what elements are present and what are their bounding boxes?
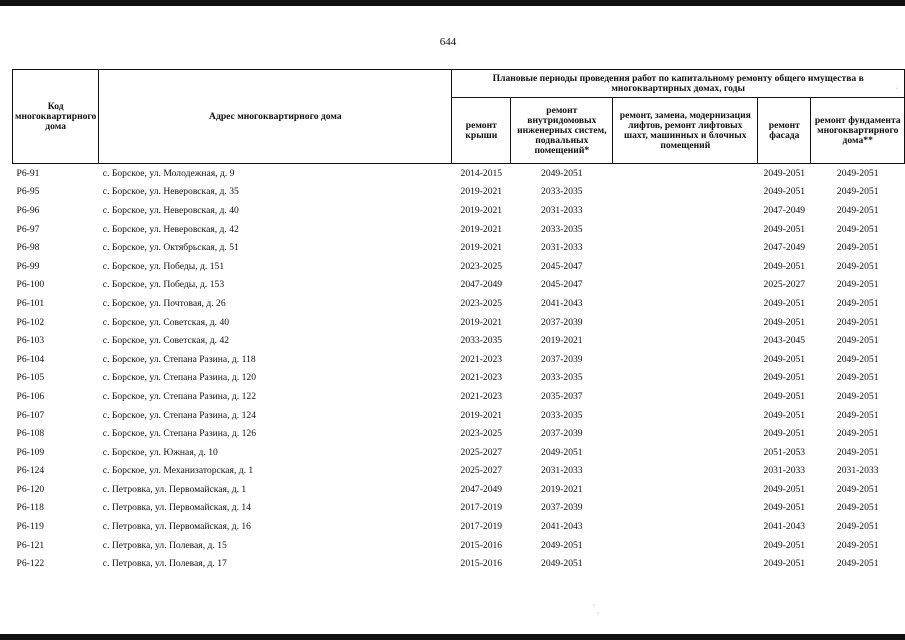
table-row — [13, 220, 905, 239]
row-code: Р6-100 — [16, 279, 45, 291]
table-row — [13, 313, 905, 332]
header-roof: ремонт крыши — [452, 98, 511, 164]
row-foundation: 2049-2051 — [836, 446, 879, 458]
row-address: с. Борское, ул. Степана Разина, д. 120 — [102, 372, 256, 384]
table-row — [13, 276, 905, 295]
row-foundation: 2049-2051 — [836, 316, 879, 328]
row-foundation: 2049-2051 — [836, 242, 879, 254]
header-code: Код многоквартирного дома — [13, 70, 99, 164]
row-code: Р6-91 — [16, 167, 40, 179]
table-body — [13, 164, 905, 574]
row-facade: 2047-2049 — [763, 242, 806, 254]
row-systems: 2049-2051 — [541, 539, 583, 551]
row-elevators — [613, 499, 758, 518]
row-facade: 2051-2053 — [763, 446, 806, 458]
row-elevators — [613, 257, 758, 276]
row-systems: 2049-2051 — [541, 446, 583, 458]
row-code: Р6-98 — [16, 242, 40, 254]
table-row — [13, 387, 905, 406]
row-systems: 2041-2043 — [541, 297, 583, 309]
row-facade: 2049-2051 — [763, 428, 806, 440]
row-elevators — [613, 369, 758, 388]
row-code: Р6-104 — [16, 353, 45, 365]
table-row — [13, 257, 905, 276]
row-code: Р6-109 — [16, 446, 45, 458]
table-row — [13, 406, 905, 425]
row-address: с. Борское, ул. Степана Разина, д. 126 — [102, 428, 256, 440]
row-address: с. Борское, ул. Победы, д. 153 — [102, 279, 225, 291]
row-code: Р6-124 — [16, 465, 45, 477]
row-foundation: 2049-2051 — [836, 260, 879, 272]
row-address: с. Петровка, ул. Первомайская, д. 1 — [102, 483, 247, 495]
row-systems: 2037-2039 — [541, 428, 583, 440]
table-row — [13, 424, 905, 443]
scan-speck: · — [593, 603, 595, 609]
row-facade: 2043-2045 — [763, 335, 806, 347]
row-roof: 2021-2023 — [460, 353, 503, 365]
table-row — [13, 294, 905, 313]
row-elevators — [613, 201, 758, 220]
row-address: с. Петровка, ул. Первомайская, д. 14 — [102, 502, 251, 514]
row-code: Р6-103 — [16, 335, 45, 347]
row-code: Р6-96 — [16, 204, 40, 216]
row-foundation: 2049-2051 — [836, 353, 879, 365]
row-facade: 2049-2051 — [763, 353, 806, 365]
row-systems: 2049-2051 — [541, 558, 583, 570]
row-foundation: 2049-2051 — [836, 539, 879, 551]
row-roof: 2015-2016 — [460, 558, 503, 570]
table-row — [13, 331, 905, 350]
row-address: с. Борское, ул. Неверовская, д. 42 — [102, 223, 239, 235]
row-systems: 2033-2035 — [541, 372, 583, 384]
row-code: Р6-122 — [16, 558, 45, 570]
row-systems: 2035-2037 — [541, 390, 583, 402]
row-facade: 2049-2051 — [763, 502, 806, 514]
row-elevators — [613, 313, 758, 332]
row-code: Р6-120 — [16, 483, 45, 495]
row-elevators — [613, 220, 758, 239]
row-foundation: 2049-2051 — [836, 390, 879, 402]
row-roof: 2021-2023 — [460, 372, 503, 384]
row-elevators — [613, 183, 758, 202]
scan-speck: · — [597, 611, 599, 617]
header-foundation: ремонт фундамента многоквартирного дома** — [811, 98, 905, 164]
row-foundation: 2049-2051 — [836, 204, 879, 216]
row-roof: 2021-2023 — [460, 390, 503, 402]
table-row — [13, 462, 905, 481]
row-roof: 2033-2035 — [460, 335, 503, 347]
row-systems: 2037-2039 — [541, 353, 583, 365]
table-row — [13, 183, 905, 202]
scan-speck: · — [896, 86, 898, 92]
row-code: Р6-121 — [16, 539, 45, 551]
row-address: с. Борское, ул. Октябрьская, д. 51 — [102, 242, 239, 254]
row-foundation: 2049-2051 — [836, 521, 879, 533]
row-code: Р6-105 — [16, 372, 45, 384]
table-row — [13, 238, 905, 257]
row-roof: 2047-2049 — [460, 483, 503, 495]
table-row — [13, 480, 905, 499]
row-address: с. Борское, ул. Молодежная, д. 9 — [102, 167, 235, 179]
row-elevators — [613, 164, 758, 183]
row-systems: 2031-2033 — [541, 204, 583, 216]
row-code: Р6-119 — [16, 521, 44, 533]
row-systems: 2045-2047 — [541, 260, 583, 272]
row-foundation: 2049-2051 — [836, 502, 879, 514]
row-address: с. Борское, ул. Степана Разина, д. 124 — [102, 409, 256, 421]
row-roof: 2023-2025 — [460, 428, 503, 440]
header-elevators: ремонт, замена, модернизация лифтов, ремонт лифтовых шахт, машинных и блочных помещений — [613, 98, 758, 164]
row-elevators — [613, 462, 758, 481]
row-address: с. Борское, ул. Степана Разина, д. 118 — [102, 353, 256, 365]
scan-top-border — [0, 0, 905, 6]
row-roof: 2025-2027 — [460, 465, 503, 477]
row-facade: 2049-2051 — [763, 316, 806, 328]
row-elevators — [613, 424, 758, 443]
row-roof: 2019-2021 — [460, 204, 503, 216]
row-roof: 2014-2015 — [460, 167, 503, 179]
row-address: с. Борское, ул. Победы, д. 151 — [102, 260, 225, 272]
row-elevators — [613, 276, 758, 295]
row-roof: 2019-2021 — [460, 223, 503, 235]
table-row — [13, 201, 905, 220]
row-foundation: 2049-2051 — [836, 297, 879, 309]
table-row — [13, 517, 905, 536]
table-row — [13, 499, 905, 518]
row-roof: 2019-2021 — [460, 409, 503, 421]
row-foundation: 2049-2051 — [836, 483, 879, 495]
row-address: с. Борское, ул. Советская, д. 40 — [102, 316, 230, 328]
row-systems: 2019-2021 — [541, 335, 583, 347]
row-systems: 2019-2021 — [541, 483, 583, 495]
row-systems: 2045-2047 — [541, 279, 583, 291]
row-elevators — [613, 517, 758, 536]
row-systems: 2041-2043 — [541, 521, 583, 533]
row-systems: 2037-2039 — [541, 502, 583, 514]
row-code: Р6-102 — [16, 316, 45, 328]
row-address: с. Петровка, ул. Первомайская, д. 16 — [102, 521, 251, 533]
row-foundation: 2049-2051 — [836, 223, 879, 235]
row-elevators — [613, 480, 758, 499]
row-foundation: 2049-2051 — [836, 167, 879, 179]
row-address: с. Борское, ул. Южная, д. 10 — [102, 446, 218, 458]
table-row — [13, 164, 905, 183]
row-elevators — [613, 554, 758, 573]
row-facade: 2049-2051 — [763, 539, 806, 551]
row-facade: 2049-2051 — [763, 260, 806, 272]
row-facade: 2049-2051 — [763, 390, 806, 402]
row-facade: 2049-2051 — [763, 297, 806, 309]
row-roof: 2019-2021 — [460, 186, 503, 198]
row-roof: 2025-2027 — [460, 446, 503, 458]
row-facade: 2047-2049 — [763, 204, 806, 216]
row-facade: 2049-2051 — [763, 167, 806, 179]
row-roof: 2015-2016 — [460, 539, 503, 551]
row-address: с. Борское, ул. Степана Разина, д. 122 — [102, 390, 256, 402]
table-row — [13, 369, 905, 388]
row-facade: 2049-2051 — [763, 372, 806, 384]
header-periods: Плановые периоды проведения работ по капитальному ремонту общего имущества в многоквартирных домах, годы — [452, 70, 905, 98]
row-foundation: 2049-2051 — [836, 372, 879, 384]
row-systems: 2049-2051 — [541, 167, 583, 179]
row-elevators — [613, 238, 758, 257]
row-facade: 2049-2051 — [763, 409, 806, 421]
row-elevators — [613, 294, 758, 313]
row-code: Р6-118 — [16, 502, 44, 514]
row-foundation: 2049-2051 — [836, 335, 879, 347]
row-roof: 2047-2049 — [460, 279, 503, 291]
row-foundation: 2049-2051 — [836, 409, 879, 421]
row-address: с. Борское, ул. Почтовая, д. 26 — [102, 297, 226, 309]
row-address: с. Борское, ул. Советская, д. 42 — [102, 335, 230, 347]
row-elevators — [613, 331, 758, 350]
scan-bottom-border — [0, 634, 905, 640]
row-foundation: 2049-2051 — [836, 558, 879, 570]
row-address: с. Борское, ул. Неверовская, д. 35 — [102, 186, 239, 198]
row-code: Р6-99 — [16, 260, 40, 272]
table-row — [13, 443, 905, 462]
row-facade: 2049-2051 — [763, 186, 806, 198]
row-roof: 2023-2025 — [460, 260, 503, 272]
row-systems: 2033-2035 — [541, 409, 583, 421]
page-number: 644 — [439, 36, 457, 48]
row-foundation: 2031-2033 — [836, 465, 879, 477]
row-roof: 2019-2021 — [460, 316, 503, 328]
header-facade: ремонт фасада — [758, 98, 811, 164]
row-roof: 2017-2019 — [460, 502, 503, 514]
row-elevators — [613, 387, 758, 406]
row-elevators — [613, 443, 758, 462]
row-facade: 2031-2033 — [763, 465, 806, 477]
row-address: с. Борское, ул. Неверовская, д. 40 — [102, 204, 239, 216]
row-systems: 2033-2035 — [541, 186, 583, 198]
row-roof: 2023-2025 — [460, 297, 503, 309]
row-elevators — [613, 536, 758, 555]
table-row — [13, 350, 905, 369]
row-elevators — [613, 350, 758, 369]
row-foundation: 2049-2051 — [836, 279, 879, 291]
row-code: Р6-97 — [16, 223, 40, 235]
row-code: Р6-106 — [16, 390, 45, 402]
row-foundation: 2049-2051 — [836, 186, 879, 198]
row-address: с. Петровка, ул. Полевая, д. 15 — [102, 539, 227, 551]
row-facade: 2041-2043 — [763, 521, 806, 533]
row-systems: 2037-2039 — [541, 316, 583, 328]
row-code: Р6-107 — [16, 409, 45, 421]
header-address: Адрес многоквартирного дома — [99, 70, 452, 164]
row-code: Р6-108 — [16, 428, 45, 440]
row-code: Р6-101 — [16, 297, 45, 309]
row-address: с. Борское, ул. Механизаторская, д. 1 — [102, 465, 254, 477]
header-systems: ремонт внутридомовых инженерных систем, подвальных помещений* — [511, 98, 613, 164]
row-systems: 2031-2033 — [541, 242, 583, 254]
row-systems: 2033-2035 — [541, 223, 583, 235]
row-foundation: 2049-2051 — [836, 428, 879, 440]
row-code: Р6-95 — [16, 186, 40, 198]
row-facade: 2025-2027 — [763, 279, 806, 291]
capital-repair-table — [12, 69, 905, 573]
row-facade: 2049-2051 — [763, 223, 806, 235]
row-facade: 2049-2051 — [763, 558, 806, 570]
row-roof: 2017-2019 — [460, 521, 503, 533]
table-row — [13, 536, 905, 555]
row-systems: 2031-2033 — [541, 465, 583, 477]
row-facade: 2049-2051 — [763, 483, 806, 495]
row-address: с. Петровка, ул. Полевая, д. 17 — [102, 558, 227, 570]
row-elevators — [613, 406, 758, 425]
table-row — [13, 554, 905, 573]
row-roof: 2019-2021 — [460, 242, 503, 254]
